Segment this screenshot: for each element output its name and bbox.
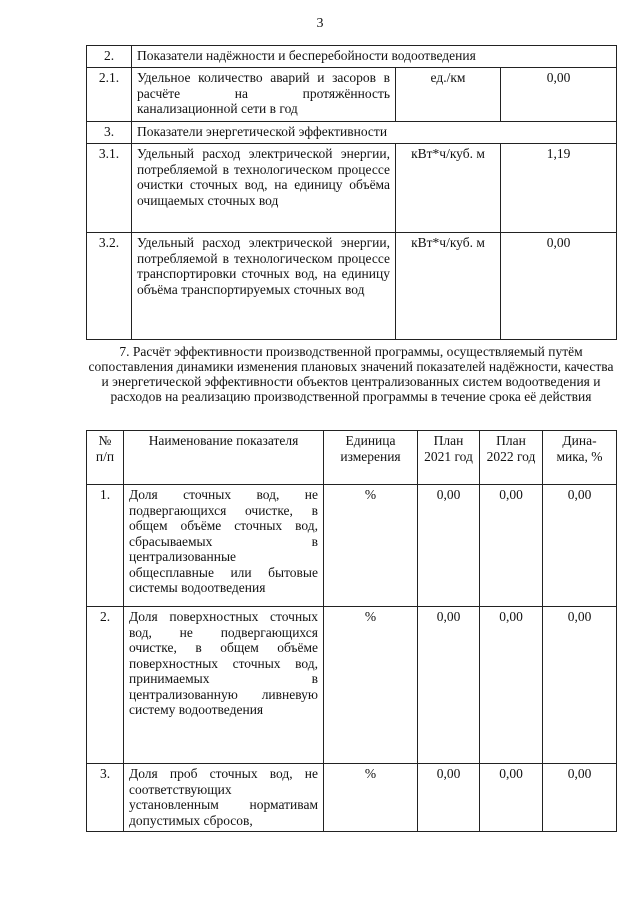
indicator-name: Доля поверхностных сточных вод, не подвергающихся очистке, в общем объёме поверхностных сточных вод, принимаемых в централизованную ливневую систему водоотведения — [124, 607, 324, 764]
unit-cell: кВт*ч/куб. м — [396, 144, 501, 233]
plan-2022-cell: 0,00 — [480, 607, 543, 764]
value-cell: 0,00 — [501, 233, 617, 340]
table-row — [87, 485, 617, 607]
header-plan-2021: План 2021 год — [418, 431, 480, 485]
table-row — [87, 233, 617, 340]
row-number: 2. — [87, 607, 124, 764]
plan-2022-cell: 0,00 — [480, 485, 543, 607]
unit-cell: кВт*ч/куб. м — [396, 233, 501, 340]
header-name: Наименование показателя — [124, 431, 324, 485]
header-unit: Единица измерения — [324, 431, 418, 485]
dynamics-cell: 0,00 — [543, 607, 617, 764]
table-row-section — [87, 122, 617, 144]
table-row — [87, 607, 617, 764]
unit-cell: ед./км — [396, 68, 501, 122]
unit-cell: % — [324, 764, 418, 832]
page-number: 3 — [316, 16, 324, 31]
plan-2021-cell: 0,00 — [418, 764, 480, 832]
indicator-name: Удельный расход электрической энергии, потребляемой в технологическом процессе очистки сточных вод, на единицу объёма очищаемых сточных вод — [132, 144, 396, 233]
table-header-row — [87, 431, 617, 485]
unit-cell: % — [324, 607, 418, 764]
indicator-name: Доля сточных вод, не подвергающихся очистке, в общем объёме сточных вод, сбрасываемых в централизованные общесплавные или бытовые системы водоотведения — [124, 485, 324, 607]
indicators-table-continued — [86, 45, 617, 340]
row-number: 1. — [87, 485, 124, 607]
row-number: 3.1. — [87, 144, 132, 233]
indicator-name: Доля проб сточных вод, не соответствующих установленным нормативам допустимых сбросов, — [124, 764, 324, 832]
row-number: 2.1. — [87, 68, 132, 122]
header-plan-2022: План 2022 год — [480, 431, 543, 485]
section-title: Показатели надёжности и бесперебойности водоотведения — [132, 46, 617, 68]
header-dynamics: Дина-мика, % — [543, 431, 617, 485]
indicator-name: Удельный расход электрической энергии, потребляемой в технологическом процессе транспортировки сточных вод, на единицу объёма транспортируемых сточных вод — [132, 233, 396, 340]
plan-2021-cell: 0,00 — [418, 485, 480, 607]
efficiency-table — [86, 430, 617, 832]
row-number: 2. — [87, 46, 132, 68]
table-row — [87, 764, 617, 832]
table-row — [87, 144, 617, 233]
dynamics-cell: 0,00 — [543, 764, 617, 832]
header-number: № п/п — [87, 431, 124, 485]
plan-2022-cell: 0,00 — [480, 764, 543, 832]
dynamics-cell: 0,00 — [543, 485, 617, 607]
plan-2021-cell: 0,00 — [418, 607, 480, 764]
row-number: 3. — [87, 122, 132, 144]
unit-cell: % — [324, 485, 418, 607]
section-7-heading: 7. Расчёт эффективности производственной программы, осуществляемый путём сопоставления динамики изменения плановых значений показателей надёжности, качества и энергетической эффективности объектов централизованных систем водоотведения и расходов на реализацию производственной программы в течение срока её действия — [88, 344, 614, 404]
row-number: 3.2. — [87, 233, 132, 340]
value-cell: 1,19 — [501, 144, 617, 233]
table-row — [87, 68, 617, 122]
indicator-name: Удельное количество аварий и засоров в расчёте на протяжённость канализационной сети в год — [132, 68, 396, 122]
row-number: 3. — [87, 764, 124, 832]
section-title: Показатели энергетической эффективности — [132, 122, 617, 144]
value-cell: 0,00 — [501, 68, 617, 122]
table-row-section — [87, 46, 617, 68]
